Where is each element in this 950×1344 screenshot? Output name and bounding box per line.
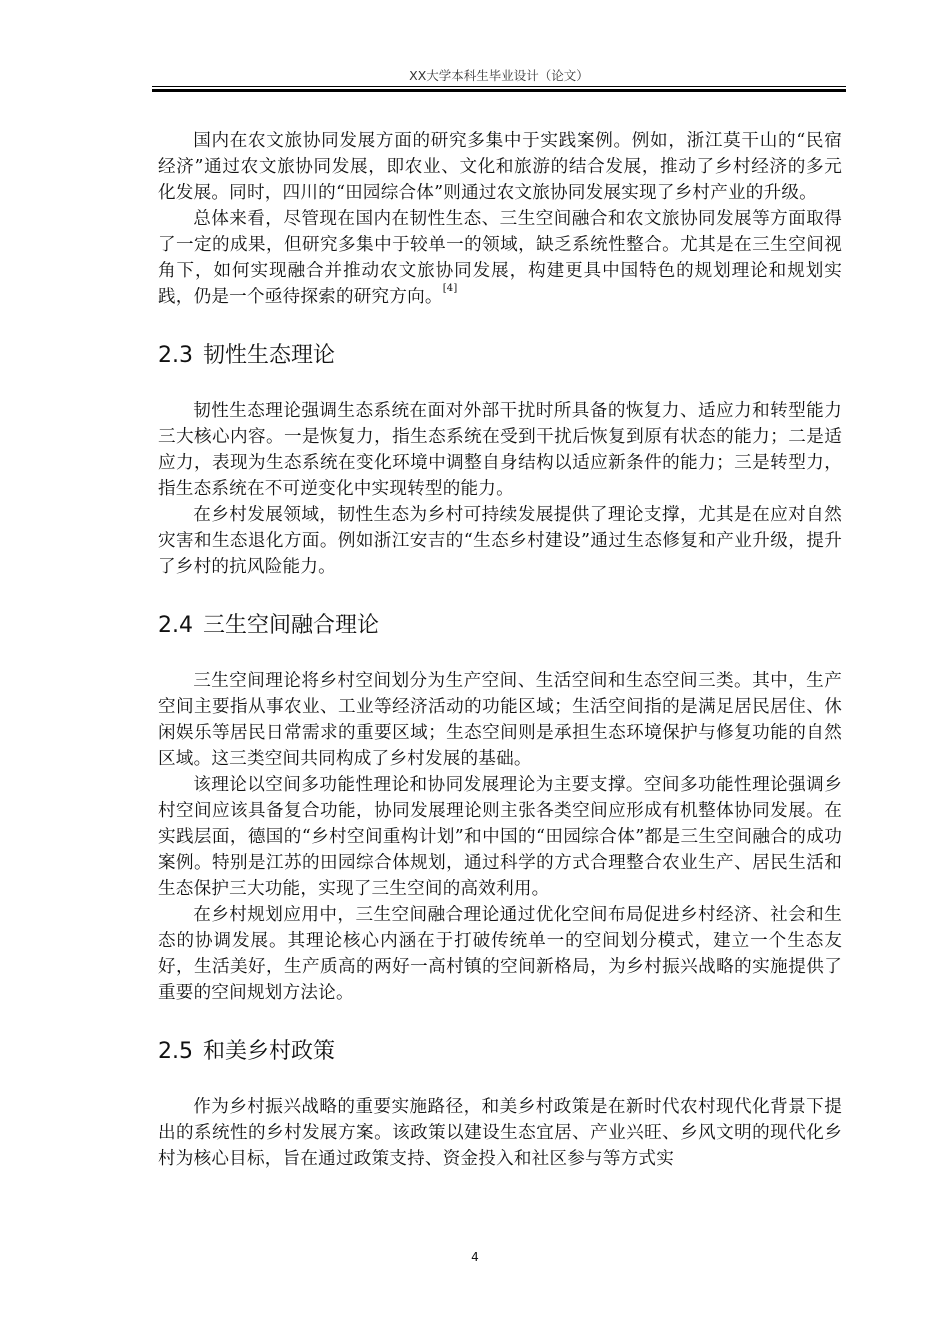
paragraph: 在乡村发展领域，韧性生态为乡村可持续发展提供了理论支撑，尤其是在应对自然灾害和生态退化方面。例如浙江安吉的“生态乡村建设”通过生态修复和产业升级，提升了乡村的抗风险能力。 xyxy=(158,505,842,577)
paragraph: 三生空间理论将乡村空间划分为生产空间、生活空间和生态空间三类。其中，生产空间主要指从事农业、工业等经济活动的功能区域；生活空间指的是满足居民居住、休闲娱乐等居民日常需求的重要区域；生态空间则是承担生态环境保护与修复功能的自然区域。这三类空间共同构成了乡村发展的基础。 xyxy=(158,671,842,769)
section-title: 韧性生态理论 xyxy=(203,343,336,368)
paragraph-text: 总体来看，尽管现在国内在韧性生态、三生空间融合和农文旅协同发展等方面取得了一定的成果，但研究多集中于较单一的领域，缺乏系统性整合。尤其是在三生空间视角下，如何实现融合并推动农文旅协同发展，构建更具中国特色的规划理论和规划实践，仍是一个亟待探索的研究方向。 xyxy=(158,209,842,307)
citation-ref: [4] xyxy=(442,283,458,294)
page-number: 4 xyxy=(471,1250,479,1264)
section-number: 2.3 xyxy=(158,343,193,368)
paragraph: 该理论以空间多功能性理论和协同发展理论为主要支撑。空间多功能性理论强调乡村空间应该具备复合功能，协同发展理论则主张各类空间应形成有机整体协同发展。在实践层面，德国的“乡村空间重构计划”和中国的“田园综合体”都是三生空间融合的成功案例。特别是江苏的田园综合体规划，通过科学的方式合理整合农业生产、居民生活和生态保护三大功能，实现了三生空间的高效利用。 xyxy=(158,775,842,899)
section-title: 和美乡村政策 xyxy=(203,1039,336,1064)
paragraph: 国内在农文旅协同发展方面的研究多集中于实践案例。例如，浙江莫干山的“民宿经济”通过农文旅协同发展，即农业、文化和旅游的结合发展，推动了乡村经济的多元化发展。同时，四川的“田园综合体”则通过农文旅协同发展实现了乡村产业的升级。 xyxy=(158,131,842,203)
paragraph: 在乡村规划应用中，三生空间融合理论通过优化空间布局促进乡村经济、社会和生态的协调发展。其理论核心内涵在于打破传统单一的空间划分模式，建立一个生态友好，生活美好，生产质高的两好一高村镇的空间新格局，为乡村振兴战略的实施提供了重要的空间规划方法论。 xyxy=(158,905,842,1003)
page-header: XX大学本科生毕业设计（论文） xyxy=(409,68,589,83)
section-heading-2-4 xyxy=(158,596,842,656)
header-rule-thin xyxy=(152,86,846,87)
section-number: 2.4 xyxy=(158,613,193,638)
section-number: 2.5 xyxy=(158,1039,193,1064)
section-title: 三生空间融合理论 xyxy=(203,613,380,638)
paragraph: 韧性生态理论强调生态系统在面对外部干扰时所具备的恢复力、适应力和转型能力三大核心内容。一是恢复力，指生态系统在受到干扰后恢复到原有状态的能力；二是适应力，表现为生态系统在变化环境中调整自身结构以适应新条件的能力；三是转型力，指生态系统在不可逆变化中实现转型的能力。 xyxy=(158,401,842,499)
header-rule-thick xyxy=(152,89,846,92)
section-heading-2-5 xyxy=(158,1022,842,1082)
paragraph: 作为乡村振兴战略的重要实施路径，和美乡村政策是在新时代农村现代化背景下提出的系统性的乡村发展方案。该政策以建设生态宜居、产业兴旺、乡风文明的现代化乡村为核心目标，旨在通过政策支持、资金投入和社区参与等方式实 xyxy=(158,1097,842,1169)
paragraph-with-citation xyxy=(158,206,842,310)
document-body xyxy=(158,128,842,1172)
section-heading-2-3 xyxy=(158,326,842,386)
